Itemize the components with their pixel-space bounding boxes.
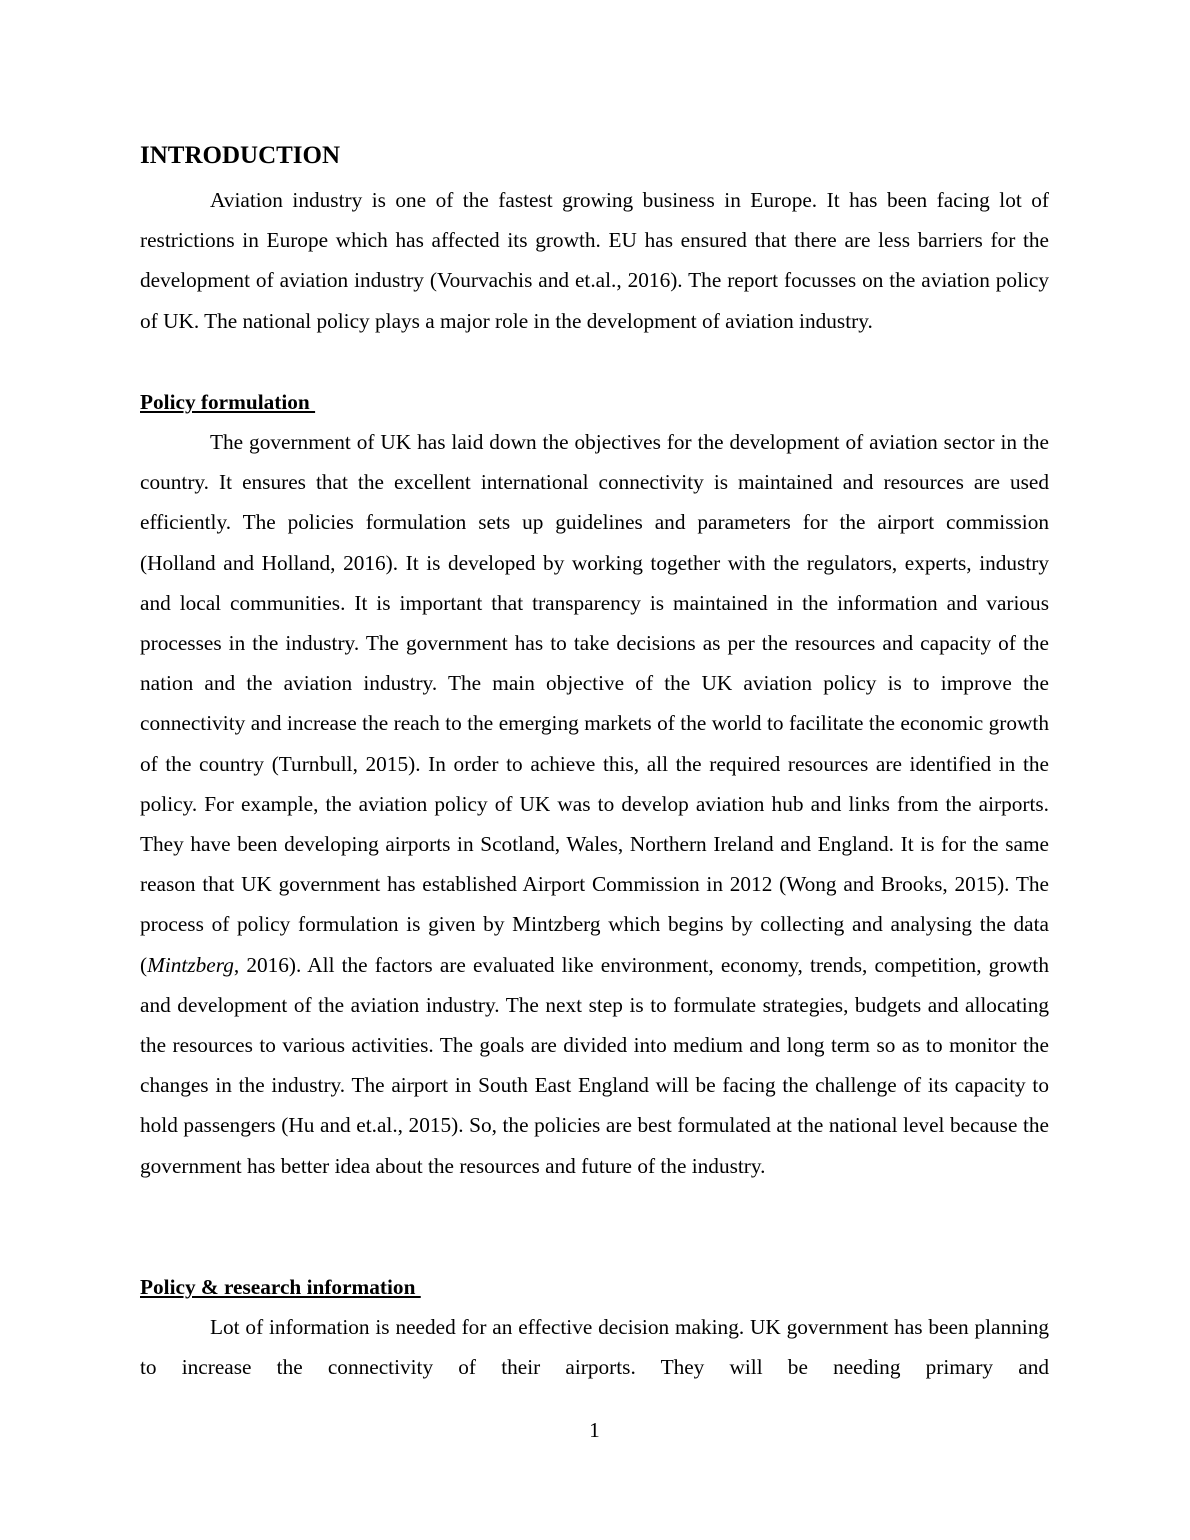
policy-formulation-paragraph xyxy=(140,422,1049,1186)
paragraph-text: , 2016). All the factors are evaluated like environment, economy, trends, competition, growth and development of the aviation industry. The next step is to formulate strategies, budgets and allocating the resources to various activities. The goals are divided into medium and long term so as to monitor the changes in the industry. The airport in South East England will be facing the challenge of its capacity to hold passengers (Hu and et.al., 2015). So, the policies are best formulated at the national level because the government has better idea about the resources and future of the industry. xyxy=(140,952,1049,1178)
page-number: 1 xyxy=(589,1418,600,1442)
section-heading-policy-research-information: Policy & research information xyxy=(140,1275,421,1299)
document-page xyxy=(140,0,1049,1540)
section-heading-policy-formulation: Policy formulation xyxy=(140,390,316,414)
policy-research-paragraph: Lot of information is needed for an effective decision making. UK government has been planning to increase the connectivity of their airports. They will be needing primary and xyxy=(140,1315,1049,1380)
paragraph-text: The government of UK has laid down the objectives for the development of aviation sector in the country. It ensures that the excellent international connectivity is maintained and resources are used efficiently. The policies formulation sets up guidelines and parameters for the airport commission (Holland and Holland, 2016). It is developed by working together with the regulators, experts, industry and local communities. It is important that transparency is maintained in the information and various processes in the industry. The government has to take decisions as per the resources and capacity of the nation and the aviation industry. The main objective of the UK aviation policy is to improve the connectivity and increase the reach to the emerging markets of the world to facilitate the economic growth of the country (Turnbull, 2015). In order to achieve this, all the required resources are identified in the policy. For example, the aviation policy of UK was to develop aviation hub and links from the airports. They have been developing airports in Scotland, Wales, Northern Ireland and England. It is for the same reason that UK government has established Airport Commission in 2012 (Wong and Brooks, 2015). The process of policy formulation is given by Mintzberg which begins by collecting and analysing the data ( xyxy=(140,430,1049,977)
intro-paragraph: Aviation industry is one of the fastest growing business in Europe. It has been facing lot of restrictions in Europe which has affected its growth. EU has ensured that there are less barriers for the development of aviation industry (Vourvachis and et.al., 2016). The report focusses on the aviation policy of UK. The national policy plays a major role in the development of aviation industry. xyxy=(140,188,1049,333)
italic-citation: Mintzberg xyxy=(147,952,234,977)
page-title: INTRODUCTION xyxy=(140,142,341,169)
